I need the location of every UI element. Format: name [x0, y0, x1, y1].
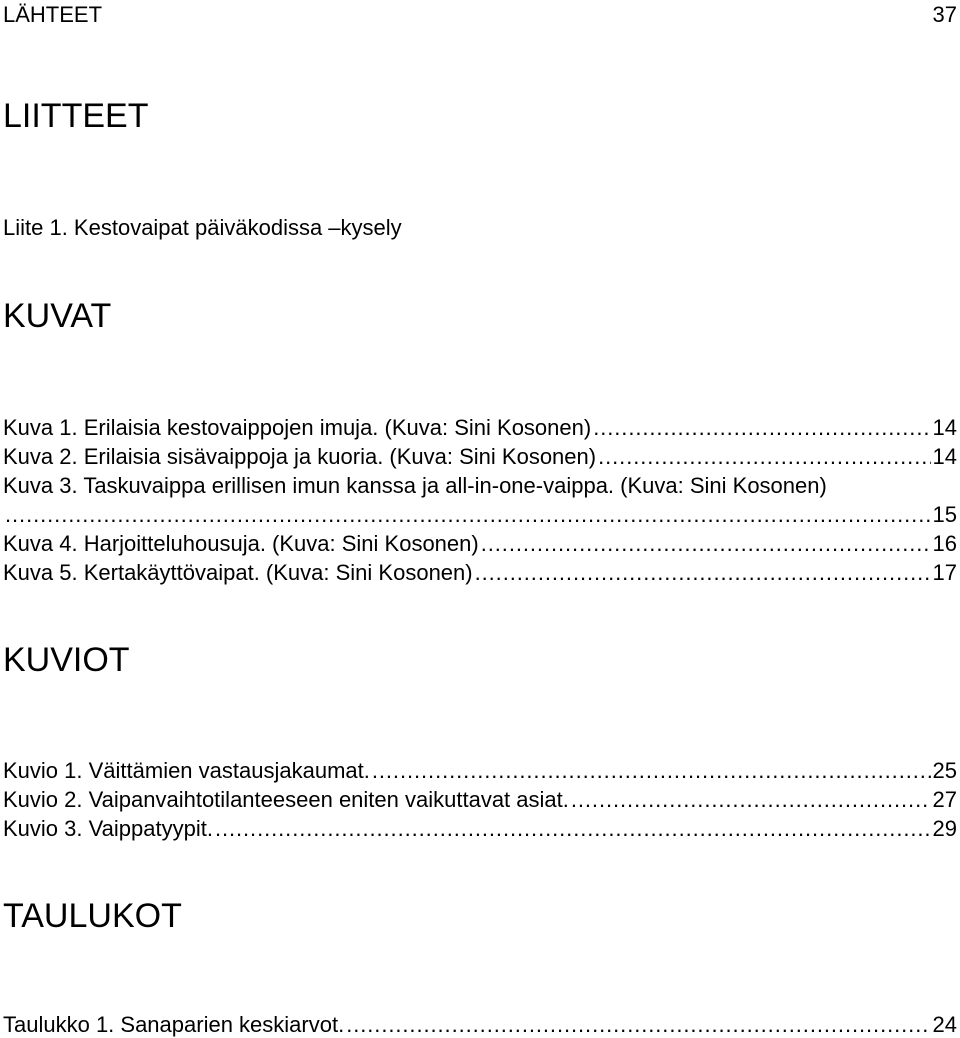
toc-entry-kuvio-3[interactable] [3, 816, 957, 842]
toc-entry-text: Kuva 1. Erilaisia kestovaippojen imuja. (Kuva: Sini Kosonen) [3, 415, 592, 440]
page-header [3, 2, 957, 28]
toc-entry-text: Kuva 2. Erilaisia sisävaippoja ja kuoria. (Kuva: Sini Kosonen) [3, 444, 597, 469]
liitteet-heading: LIITTEET [3, 97, 149, 135]
toc-entry-text: Kuva 5. Kertakäyttövaipat. (Kuva: Sini Kosonen) [3, 560, 473, 585]
toc-entry-page: 25 [932, 758, 957, 783]
dot-leader [215, 816, 931, 842]
dot-leader [598, 444, 930, 470]
toc-entry-taulukko-1[interactable] [3, 1012, 957, 1038]
dot-leader [475, 560, 931, 586]
toc-entry-text: Taulukko 1. Sanaparien keskiarvot. [3, 1012, 345, 1037]
toc-entry-page: 16 [932, 531, 957, 556]
dot-leader [5, 502, 931, 528]
toc-entry-kuva-2[interactable] [3, 444, 957, 470]
dot-leader [593, 415, 930, 441]
toc-entry-text: Kuvio 3. Vaippatyypit. [3, 816, 213, 841]
liite-item: Liite 1. Kestovaipat päiväkodissa –kysely [3, 215, 402, 240]
toc-entry-kuva-5[interactable] [3, 560, 957, 586]
header-title: LÄHTEET [3, 2, 103, 27]
toc-entry-text: Kuvio 2. Vaipanvaihtotilanteeseen eniten vaikuttavat asiat. [3, 787, 569, 812]
dot-leader [346, 1012, 930, 1038]
toc-entry-text: Kuvio 1. Väittämien vastausjakaumat. [3, 758, 370, 783]
toc-entry-kuvio-2[interactable] [3, 787, 957, 813]
kuvat-heading: KUVAT [3, 297, 112, 335]
dot-leader [571, 787, 931, 813]
taulukot-heading: TAULUKOT [3, 897, 182, 935]
toc-entry-page: 14 [932, 415, 957, 440]
dot-leader [372, 758, 931, 784]
dot-leader [481, 531, 931, 557]
header-page-number: 37 [932, 2, 957, 27]
toc-entry-page: 15 [932, 502, 957, 527]
toc-entry-kuva-3-text[interactable]: Kuva 3. Taskuvaippa erillisen imun kanssa ja all-in-one-vaippa. (Kuva: Sini Kosonen) [3, 473, 827, 498]
toc-entry-page: 24 [932, 1012, 957, 1037]
toc-entry-page: 29 [932, 816, 957, 841]
toc-entry-kuva-3[interactable] [3, 502, 957, 528]
toc-entry-page: 17 [932, 560, 957, 585]
kuviot-heading: KUVIOT [3, 641, 130, 679]
toc-entry-kuvio-1[interactable] [3, 758, 957, 784]
toc-entry-page: 27 [932, 787, 957, 812]
toc-entry-kuva-1[interactable] [3, 415, 957, 441]
toc-entry-kuva-4[interactable] [3, 531, 957, 557]
toc-entry-text: Kuva 4. Harjoitteluhousuja. (Kuva: Sini Kosonen) [3, 531, 479, 556]
toc-entry-page: 14 [932, 444, 957, 469]
